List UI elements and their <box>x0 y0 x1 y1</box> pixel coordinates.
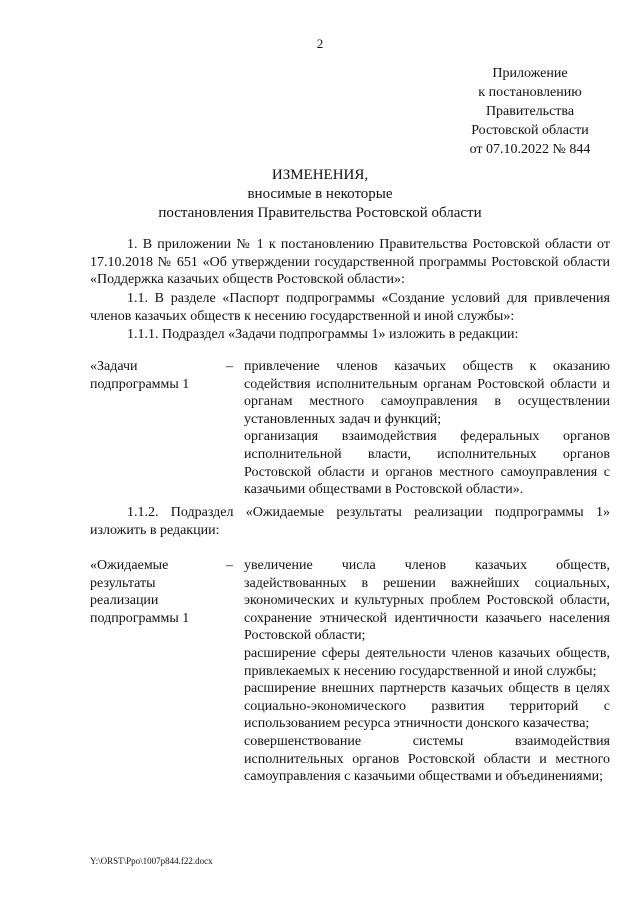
list-item: расширение сферы деятельности членов казачьих обществ, привлекаемых к несению государственной и иной службы; <box>244 645 610 679</box>
block1-definition <box>244 358 610 499</box>
block2-definition <box>244 557 610 786</box>
document-title <box>0 166 640 223</box>
term-line: «Ожидаемые <box>90 558 169 573</box>
appendix-line: Ростовской области <box>471 123 589 138</box>
paragraph-1: 1. В приложении № 1 к постановлению Правительства Ростовской области от 17.10.2018 № 651 «Об утверждении государственной программы Ростовской области «Поддержка казачьих обществ Ростовской области»: <box>90 237 610 288</box>
term-line: реализации <box>90 593 159 609</box>
block1-term: «Задачи подпрограммы 1 <box>90 359 190 392</box>
appendix-line: к постановлению <box>478 85 582 100</box>
block2-term <box>90 557 220 627</box>
term-line: подпрограммы 1 <box>90 610 190 626</box>
list-item: увеличение числа членов казачьих обществ, задействованных в решении важнейших социальных, экономических и культурных проблем Ростовской области, сохранение этнической идентичности казачьего населения Ростовской области; <box>244 558 610 644</box>
title-main: ИЗМЕНЕНИЯ, <box>271 167 369 183</box>
term-line: результаты <box>90 575 156 591</box>
list-item: расширение внешних партнерств казачьих обществ в целях социально-экономического развития территорий с использованием ресурса этничности донского казачества; <box>244 681 610 732</box>
title-sub: постановления Правительства Ростовской области <box>158 205 482 221</box>
title-sub: вносимые в некоторые <box>247 186 393 202</box>
footer-file-path: Y:\ORST\Ppo\1007p844.f22.docx <box>90 856 213 866</box>
paragraph-1-1: 1.1. В разделе «Паспорт подпрограммы «Создание условий для привлечения членов казачьих обществ к несению государственной и иной службы»: <box>90 291 610 324</box>
paragraph-1-1-2: 1.1.2. Подраздел «Ожидаемые результаты реализации подпрограммы 1» изложить в редакции: <box>90 505 610 538</box>
page-number: 2 <box>316 36 324 51</box>
paragraph-1-1-1: 1.1.1. Подраздел «Задачи подпрограммы 1» изложить в редакции: <box>127 327 519 342</box>
list-item: организация взаимодействия федеральных органов исполнительной власти, исполнительных органов Ростовской области и органов местного самоуправления с казачьими обществами в Ростовской области». <box>244 429 610 498</box>
appendix-line: Приложение <box>492 66 568 81</box>
block1-dash: – <box>226 359 233 374</box>
list-item: привлечение членов казачьих обществ к оказанию содействия исполнительным органам Ростовской области и органам местного самоуправления в осуществлении установленных задач и функций; <box>244 359 610 427</box>
appendix-line: Правительства <box>485 104 575 119</box>
appendix-date-line: от 07.10.2022 № 844 <box>469 142 591 157</box>
appendix-block <box>420 64 640 159</box>
list-item: совершенствование системы взаимодействия исполнительных органов Ростовской области и местного самоуправления с казачьими обществами и объединениями; <box>244 733 610 785</box>
block2-dash: – <box>226 558 233 573</box>
